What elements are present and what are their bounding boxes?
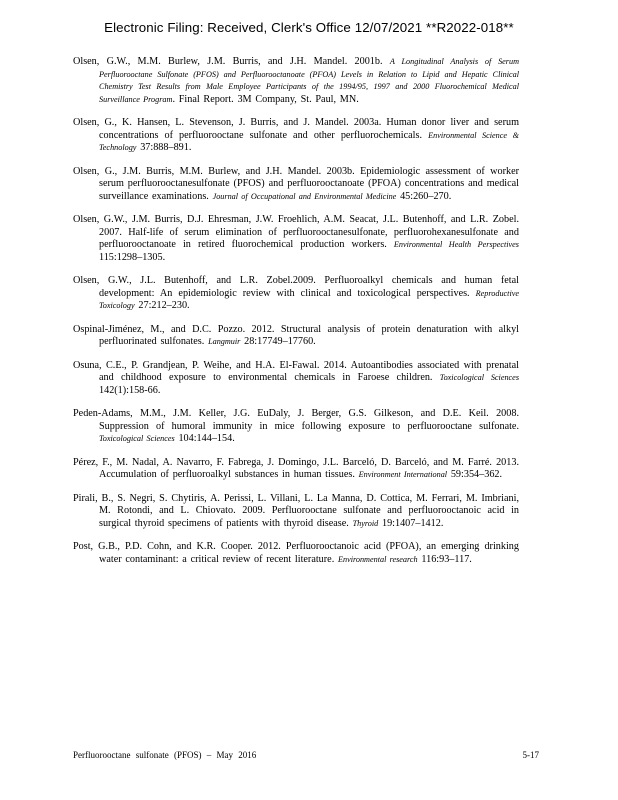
journal-title: Langmuir bbox=[208, 337, 241, 346]
reference-citation: 116:93–117. bbox=[417, 553, 472, 565]
reference-text: Olsen, G., K. Hansen, L. Stevenson, J. Burris, and J. Mandel. 2003a. Human donor liver and serum concentrations of perfluorooctane sulfonate and other perfluorochemicals. bbox=[73, 117, 519, 141]
reference-text: Pérez, F., M. Nadal, A. Navarro, F. Fabrega, J. Domingo, J.L. Barceló, D. Barceló, and M. Farré. 2013. Accumulation of perfluoroalkyl substances in human tissues. bbox=[73, 456, 519, 480]
reference-entry bbox=[73, 275, 519, 313]
reference-citation: 45:260–270. bbox=[396, 190, 452, 202]
reference-citation: 19:1407–1412. bbox=[378, 517, 444, 529]
journal-title: Toxicological Sciences bbox=[99, 434, 175, 443]
page-number: 5-17 bbox=[522, 750, 539, 760]
reference-entry bbox=[73, 166, 519, 204]
reference-entry bbox=[73, 360, 519, 398]
reference-entry bbox=[73, 457, 519, 482]
reference-citation: 104:144–154. bbox=[174, 433, 235, 444]
filing-header: Electronic Filing: Received, Clerk's Office 12/07/2021 **R2022-018** bbox=[104, 20, 514, 35]
reference-text: Olsen, G.W., J.M. Burris, D.J. Ehresman, J.W. Froehlich, A.M. Seacat, J.L. Butenhoff, and L.R. Zobel. 2007. Half-life of serum elimination of perfluorooctanesulfonate, perfluorohexanesulfonate and perfluorooctanoate in retired fluorochemical production workers. bbox=[73, 214, 519, 250]
reference-citation: 37:888–891. bbox=[136, 142, 192, 153]
reference-text: Ospinal-Jiménez, M., and D.C. Pozzo. 2012. Structural analysis of protein denaturation with alkyl perfluorinated sulfonates. bbox=[73, 323, 519, 347]
reference-text: Olsen, G.W., J.L. Butenhoff, and L.R. Zobel.2009. Perfluoroalkyl chemicals and human fetal development: An epidemiologic review with clinical and toxicological perspectives. bbox=[73, 275, 519, 299]
reference-text: Osuna, C.E., P. Grandjean, P. Weihe, and H.A. El-Fawal. 2014. Autoantibodies associated with prenatal and childhood exposure to environmental chemicals in Faroese children. bbox=[73, 359, 519, 383]
reference-text: Pirali, B., S. Negri, S. Chytiris, A. Perissi, L. Villani, L. La Manna, D. Cottica, M. Ferrari, M. Imbriani, M. Rotondi, and L. Chiovato. 2009. Perfluorooctane sulfonate and perfluorooctanoic acid in surgical thyroid specimens of patients with thyroid disease. bbox=[73, 492, 519, 529]
reference-text: Olsen, G., J.M. Burris, M.M. Burlew, and J.H. Mandel. 2003b. Epidemiologic assessment of worker serum perfluorooctanesulfonate (PFOS) and perfluorooctanoate (PFOA) concentrations and medical surveillance examinations. bbox=[73, 165, 519, 202]
reference-text: Post, G.B., P.D. Cohn, and K.R. Cooper. 2012. Perfluorooctanoic acid (PFOA), an emerging drinking water contaminant: a critical review of recent literature. bbox=[73, 541, 519, 565]
journal-title: Environment International bbox=[358, 470, 448, 479]
journal-title: Toxicological Sciences bbox=[439, 373, 519, 382]
reference-citation: 27:212–230. bbox=[134, 300, 190, 311]
reference-entry bbox=[73, 117, 519, 155]
journal-title: Environmental Science & Technology bbox=[99, 130, 519, 152]
reference-citation: . Final Report. 3M Company, St. Paul, MN. bbox=[172, 93, 359, 105]
reference-citation: 115:1298–1305. bbox=[99, 251, 166, 263]
reference-entry bbox=[73, 324, 519, 349]
journal-title: Environmental research bbox=[337, 554, 418, 564]
reference-entry bbox=[73, 408, 519, 446]
reference-citation: 142(1):158-66. bbox=[99, 384, 161, 396]
reference-entry bbox=[73, 541, 519, 566]
reference-entry bbox=[73, 56, 519, 106]
journal-title: Journal of Occupational and Environmental Medicine bbox=[212, 191, 397, 201]
reference-list bbox=[73, 56, 519, 577]
footer-document-title: Perfluorooctane sulfonate (PFOS) – May 2016 bbox=[73, 750, 257, 760]
journal-title: Environmental Health Perspectives bbox=[393, 240, 519, 249]
reference-text: Olsen, G.W., M.M. Burlew, J.M. Burris, and J.H. Mandel. 2001b. bbox=[73, 56, 390, 67]
reference-entry bbox=[73, 493, 519, 531]
reference-citation: 28:17749–17760. bbox=[240, 336, 316, 347]
journal-title: A Longitudinal Analysis of Serum Perfluorooctane Sulfonate (PFOS) and Perfluorooctanoate (PFOA) Levels in Relation to Lipid and Hepatic Clinical Chemistry Test Results from Male Employee Participants of the 1994/95, 1997 and 2000 Fluorochemical Medical Surveillance Program bbox=[99, 57, 519, 104]
journal-title: Reproductive Toxicology bbox=[99, 288, 519, 310]
reference-text: Peden-Adams, M.M., J.M. Keller, J.G. EuDaly, J. Berger, G.S. Gilkeson, and D.E. Keil. 2008. Suppression of humoral immunity in mice following exposure to perfluorooctane sulfonate. bbox=[73, 408, 519, 432]
reference-citation: 59:354–362. bbox=[447, 469, 503, 480]
reference-entry bbox=[73, 214, 519, 264]
journal-title: Thyroid bbox=[352, 518, 379, 528]
